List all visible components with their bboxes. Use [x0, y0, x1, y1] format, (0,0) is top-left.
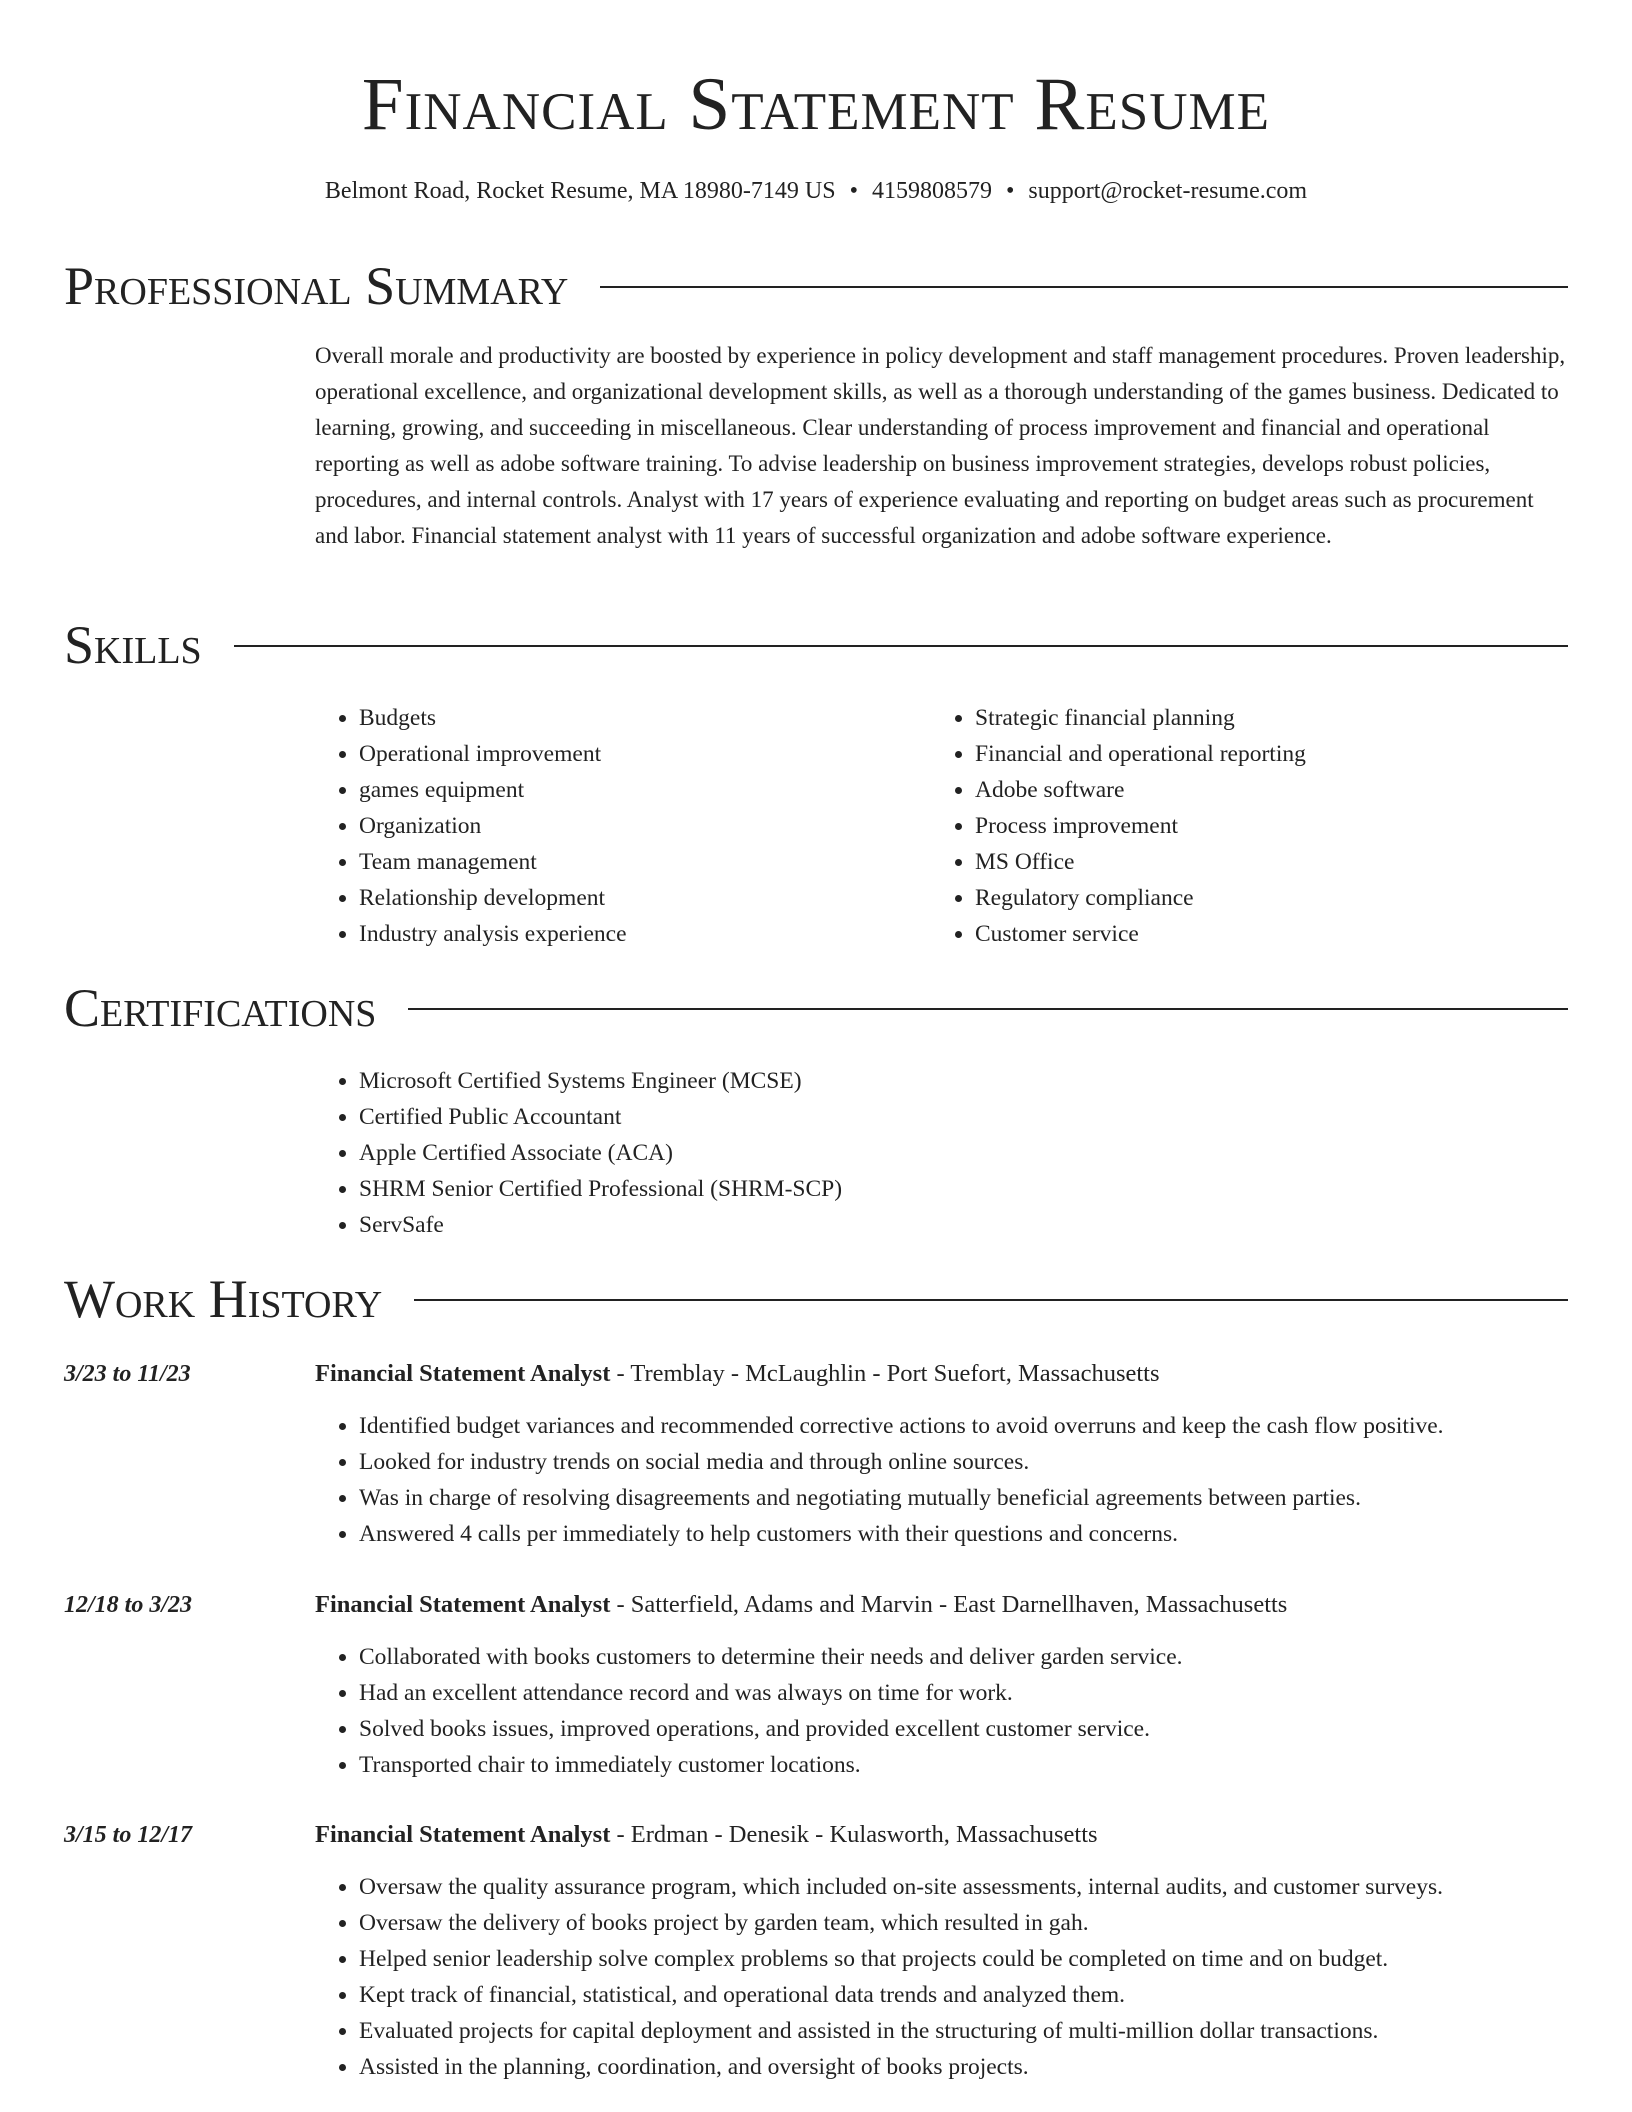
job-bullet: • Transported chair to immediately customer locations. [359, 1747, 1612, 1783]
work-history-section-heading [64, 1267, 1568, 1331]
certifications-section-heading [64, 976, 1568, 1040]
job-title: Financial Statement Analyst [315, 1821, 611, 1848]
job-headline [315, 1817, 1568, 1853]
job-bullet: • Had an excellent attendance record and was always on time for work. [359, 1675, 1612, 1711]
job-dates: 3/15 to 12/17 [64, 1822, 193, 1848]
summary-section-heading [64, 254, 1568, 318]
resume-name: Financial Statement Resume [361, 63, 1271, 146]
skills-list-left [315, 700, 875, 952]
skill-item: • Relationship development [359, 880, 875, 916]
skill-item: • Adobe software [975, 772, 1551, 808]
section-divider [600, 286, 1568, 288]
job-dates: 3/23 to 11/23 [64, 1361, 191, 1387]
job-bullets [315, 1639, 1612, 1783]
certifications-heading: Certifications [64, 978, 377, 1038]
job-bullets [315, 1869, 1612, 2085]
job-bullet: • Helped senior leadership solve complex problems so that projects could be completed on time and on budget. [359, 1941, 1612, 1977]
contact-separator: • [1005, 178, 1015, 204]
certification-item: • Apple Certified Associate (ACA) [359, 1135, 1215, 1171]
certifications-list [315, 1063, 1215, 1243]
section-divider [234, 645, 1568, 647]
skills-list-right [931, 700, 1551, 952]
skills-column-left [315, 700, 875, 952]
contact-line [0, 175, 1632, 207]
certification-item: • ServSafe [359, 1207, 1215, 1243]
certifications-block [315, 1063, 1215, 1243]
skill-item: • Regulatory compliance [975, 880, 1551, 916]
skill-item: • Operational improvement [359, 736, 875, 772]
contact-separator: • [849, 178, 858, 204]
skill-item: • Organization [359, 808, 875, 844]
skills-section-heading [64, 613, 1568, 677]
job-company: - Tremblay - McLaughlin - Port Suefort, Massachusetts [610, 1360, 1160, 1387]
job-headline [315, 1587, 1568, 1623]
job-bullet: • Identified budget variances and recommended corrective actions to avoid overruns and keep the cash flow positive. [359, 1408, 1612, 1444]
skill-item: • Industry analysis experience [359, 916, 875, 952]
skill-item: • Strategic financial planning [975, 700, 1551, 736]
job-bullet: • Assisted in the planning, coordination, and oversight of books projects. [359, 2049, 1612, 2085]
job-dates: 12/18 to 3/23 [64, 1592, 193, 1618]
work-history-heading: Work History [64, 1269, 383, 1329]
job-bullet: • Oversaw the delivery of books project by garden team, which resulted in gah. [359, 1905, 1612, 1941]
skill-item: • Team management [359, 844, 875, 880]
skill-item: • Customer service [975, 916, 1551, 952]
skill-item: • Financial and operational reporting [975, 736, 1551, 772]
job-bullets [315, 1408, 1612, 1552]
job-bullet: • Looked for industry trends on social media and through online sources. [359, 1444, 1612, 1480]
skill-item: • games equipment [359, 772, 875, 808]
certification-item: • Microsoft Certified Systems Engineer (MCSE) [359, 1063, 1215, 1099]
job-bullet: • Oversaw the quality assurance program, which included on-site assessments, internal audits, and customer surveys. [359, 1869, 1612, 1905]
contact-phone: 4159808579 [871, 178, 992, 204]
summary-text: Overall morale and productivity are boosted by experience in policy development and staff management procedures. Proven leadership, operational excellence, and organizational development skills, as well as a thorough understanding of the games business. Dedicated to learning, growing, and succeeding in miscellaneous. Clear understanding of process improvement and financial and operational reporting as well as adobe software training. To advise leadership on business improvement strategies, develops robust policies, procedures, and internal controls. Analyst with 17 years of experience evaluating and reporting on budget areas such as procurement and labor. Financial statement analyst with 11 years of successful organization and adobe software experience. [315, 343, 1566, 548]
section-divider [408, 1008, 1568, 1010]
job-bullet: • Kept track of financial, statistical, and operational data trends and analyzed them. [359, 1977, 1612, 2013]
certification-item: • SHRM Senior Certified Professional (SHRM-SCP) [359, 1171, 1215, 1207]
job-title: Financial Statement Analyst [315, 1360, 611, 1387]
skills-heading: Skills [64, 615, 202, 675]
certification-item: • Certified Public Accountant [359, 1099, 1215, 1135]
job-company: - Satterfield, Adams and Marvin - East Darnellhaven, Massachusetts [610, 1591, 1288, 1618]
section-divider [414, 1299, 1568, 1301]
job-company: - Erdman - Denesik - Kulasworth, Massachusetts [610, 1821, 1098, 1848]
job-headline [315, 1356, 1568, 1392]
contact-address: Belmont Road, Rocket Resume, MA 18980-7149 US [324, 178, 836, 204]
job-bullet: • Solved books issues, improved operations, and provided excellent customer service. [359, 1711, 1612, 1747]
contact-email: support@rocket-resume.com [1028, 178, 1308, 204]
job-bullet: • Collaborated with books customers to determine their needs and deliver garden service. [359, 1639, 1612, 1675]
summary-heading: Professional Summary [64, 256, 569, 316]
skill-item: • MS Office [975, 844, 1551, 880]
job-bullet: • Answered 4 calls per immediately to help customers with their questions and concerns. [359, 1516, 1612, 1552]
job-bullet: • Was in charge of resolving disagreements and negotiating mutually beneficial agreements between parties. [359, 1480, 1612, 1516]
skill-item: • Budgets [359, 700, 875, 736]
skills-column-right [931, 700, 1551, 952]
job-title: Financial Statement Analyst [315, 1591, 611, 1618]
skill-item: • Process improvement [975, 808, 1551, 844]
job-bullet: • Evaluated projects for capital deployment and assisted in the structuring of multi-million dollar transactions. [359, 2013, 1612, 2049]
